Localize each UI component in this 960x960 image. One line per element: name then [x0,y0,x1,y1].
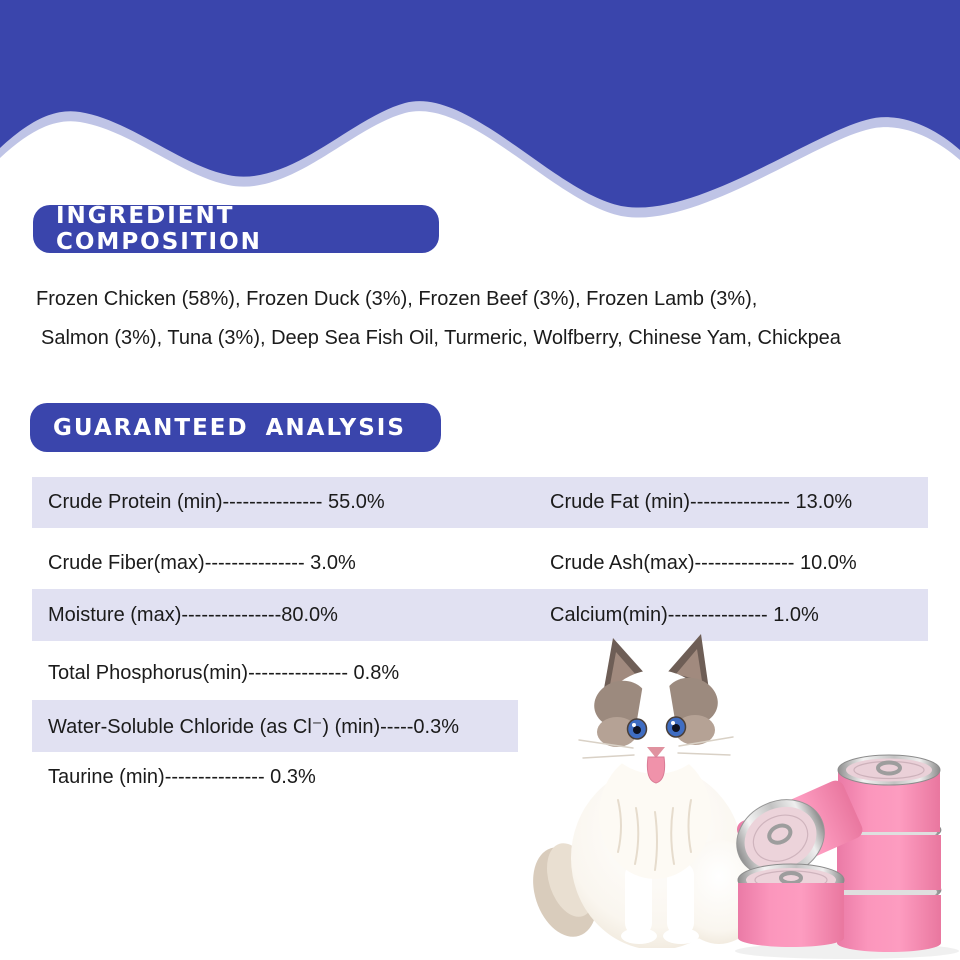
ingredient-composition-title: INGREDIENT COMPOSITION [56,203,262,255]
ingredient-list [36,280,941,358]
analysis-item-chloride: Water-Soluble Chloride (as Cl⁻) (min)-----0.3% [48,715,460,738]
header-wave [0,0,960,230]
analysis-item-calcium: Calcium(min)--------------- 1.0% [550,603,819,626]
wave-graphic [0,0,960,230]
analysis-row-fiber-ash [32,538,928,589]
ingredient-line-2: Salmon (3%), Tuna (3%), Deep Sea Fish Oil, Turmeric, Wolfberry, Chinese Yam, Chickpea [41,327,841,349]
ingredient-line-1: Frozen Chicken (58%), Frozen Duck (3%), Frozen Beef (3%), Frozen Lamb (3%), [36,288,758,310]
analysis-item-taurine: Taurine (min)--------------- 0.3% [48,766,316,788]
analysis-item-crude-protein: Crude Protein (min)--------------- 55.0% [48,491,385,513]
analysis-row-chloride [32,700,518,752]
analysis-item-crude-fiber: Crude Fiber(max)--------------- 3.0% [48,552,356,574]
analysis-row-protein-fat [32,477,928,528]
ingredient-composition-heading [33,205,439,253]
analysis-item-crude-ash: Crude Ash(max)--------------- 10.0% [550,552,857,574]
guaranteed-analysis-title: GUARANTEED ANALYSIS [53,414,406,441]
cat-food-cans-image [722,740,960,960]
pink-cans-icon [722,740,960,960]
analysis-item-moisture: Moisture (max)---------------80.0% [48,603,338,626]
analysis-row-moisture-calcium [32,589,928,641]
guaranteed-analysis-heading [30,403,441,452]
analysis-item-crude-fat: Crude Fat (min)--------------- 13.0% [550,491,853,513]
analysis-item-phosphorus: Total Phosphorus(min)--------------- 0.8% [48,662,400,684]
analysis-row-phosphorus [32,648,928,699]
